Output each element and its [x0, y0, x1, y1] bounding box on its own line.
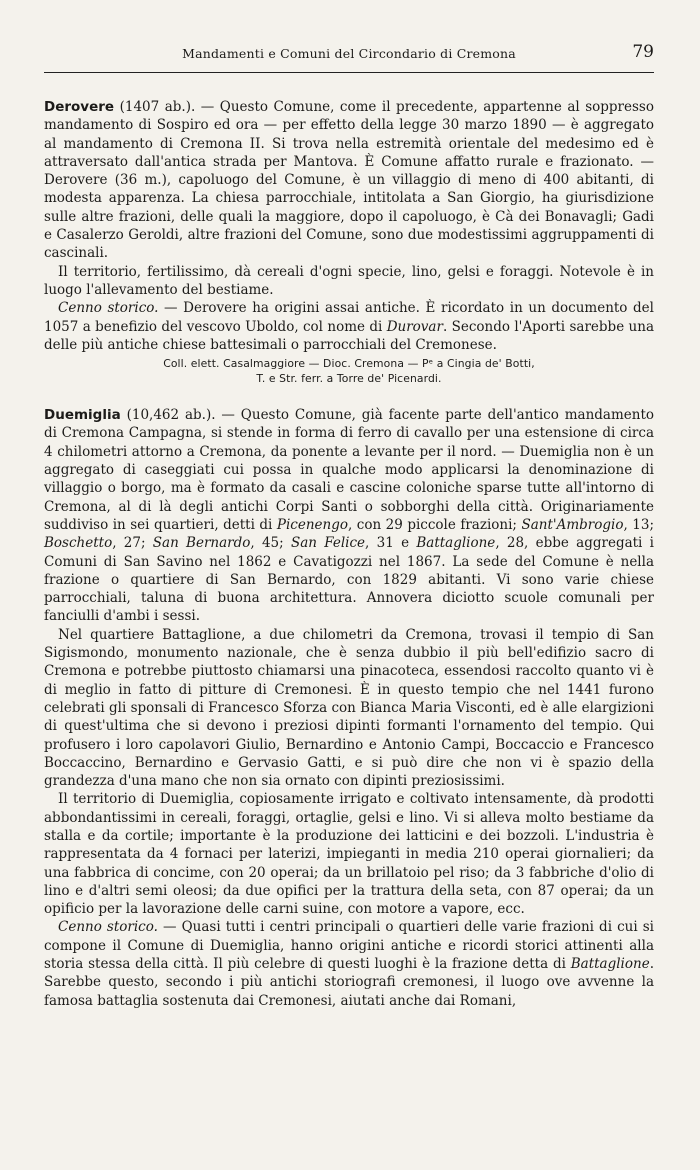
quartiere-boschetto: Boschetto — [44, 535, 113, 552]
entry-name-duemiglia: Duemiglia — [44, 407, 121, 424]
duemiglia-text-1g: , 28, ebbe aggregati i Comuni di San Savino nel 1862 e Cavatigozzi nel 1867. La sede del Comune è nella frazione o quartiere di San Bernardo, con 1829 abitanti. Vi sono varie chiese parrocchiali, taluna di buona architettura. Annovera diciotto scuole comunali per fanciulli d'ambi i sessi. — [44, 535, 654, 625]
duemiglia-text-1f: , 31 e — [365, 535, 417, 552]
derovere-paragraph-2: Il territorio, fertilissimo, dà cereali d'ogni specie, lino, gelsi e foraggi. Notevole è in luogo l'allevamento del bestiame. — [44, 263, 654, 298]
duemiglia-paragraph-1 — [44, 406, 654, 626]
derovere-paragraph-1 — [44, 98, 654, 263]
derovere-text-3b: . Secondo l'Aporti sarebbe una delle più antiche chiese battesimali o parrocchiali del Cremonese. — [44, 318, 654, 353]
duemiglia-text-1e: , 45; — [250, 535, 291, 552]
battaglione-name: Battaglione — [570, 956, 650, 973]
duemiglia-text-1c: , 13; — [623, 516, 655, 533]
derovere-coll-info — [44, 356, 654, 386]
derovere-text-3a: — Derovere ha origini assai antiche. È ricordato in un documento del 1057 a benefizio del vescovo Uboldo, col nome di — [44, 300, 654, 335]
quartiere-san-felice: San Felice — [290, 535, 366, 552]
cenno-storico-label: Cenno storico. — [58, 300, 159, 317]
entry-gap — [44, 386, 654, 406]
quartiere-picenengo: Picenengo — [276, 516, 348, 533]
derovere-text-1: (1407 ab.). — Questo Comune, come il precedente, appartenne al soppresso mandamento di Sospiro ed ora — per effetto della legge 30 marzo 1890 — è aggregato al mandamento di Cremona II. Si trova nella estremità orientale del medesimo ed è attraversato dall'antica strada per Mantova. È Comune affatto rurale e frazionato. — Derovere (36 m.), capoluogo del Comune, è un villaggio di meno di 400 abitanti, di modesta apparenza. La chiesa parrocchiale, intitolata a San Giorgio, ha giurisdizione sulle altre frazioni, delle quali la maggiore, dopo il capoluogo, è Cà dei Bonavagli; Gadi e Casalerzo Geroldi, altre frazioni del Comune, sono due modestissimi aggruppamenti di cascinali. — [44, 99, 654, 262]
duemiglia-paragraph-4 — [44, 918, 654, 1009]
duemiglia-text-1b: , con 29 piccole frazioni; — [347, 516, 522, 533]
duemiglia-text-1d: , 27; — [112, 535, 153, 552]
duemiglia-paragraph-3: Il territorio di Duemiglia, copiosamente irrigato e coltivato intensamente, dà prodotti abbondantissimi in cereali, foraggi, ortaglie, gelsi e lino. Vi si alleva molto bestiame da stalla e da cortile; importante è la produzione dei latticini e dei bozzoli. L'industria è rappresentata da 4 fornaci per laterizi, impieganti in media 210 operai giornalieri; da una fabbrica di concime, con 20 operai; da un brillatoio pel riso; da 3 fabbriche d'olio di lino e d'altri semi oleosi; da due opifici per la trattura della seta, con 87 operai; da un opificio per la lavorazione delle carni suine, con motore a vapore, ecc. — [44, 791, 654, 918]
quartiere-santambrogio: Sant'Ambrogio — [521, 516, 624, 533]
duemiglia-paragraph-2: Nel quartiere Battaglione, a due chilometri da Cremona, trovasi il tempio di San Sigismondo, monumento nazionale, che è senza dubbio il più bell'edifizio sacro di Cremona e potrebbe piuttosto chiamarsi una pinacoteca, essendosi raccolto quanto vi è di meglio in fatto di pitture di Cremonesi. È in questo tempio che nel 1441 furono celebrati gli sponsali di Francesco Sforza con Bianca Maria Visconti, ed è alle elargizioni di quest'ultima che si devono i preziosi dipinti formanti l'ornamento del tempio. Qui profusero i loro capolavori Giulio, Bernardino e Antonio Campi, Boccaccio e Francesco Boccaccino, Bernardino e Gervasio Gatti, e si può dire che non vi è spazio della grandezza d'una mano che non sia ornato con dipinti preziosissimi. — [44, 626, 654, 790]
page-header — [44, 0, 654, 74]
quartiere-battaglione: Battaglione — [416, 535, 496, 552]
derovere-paragraph-3 — [44, 299, 654, 354]
coll-line-2: T. e Str. ferr. a Torre de' Picenardi. — [256, 372, 442, 386]
durovar-name: Durovar — [386, 318, 443, 335]
running-title: Mandamenti e Comuni del Circondario di Cremona — [182, 46, 516, 61]
duemiglia-text-4a: — Quasi tutti i centri principali o quartieri delle varie frazioni di cui si compone il Comune di Duemiglia, hanno origini antiche e ricordi storici attinenti alla storia stessa della città. Il più celebre di questi luoghi è la frazione detta di — [44, 919, 655, 973]
duemiglia-text-4b: . Sarebbe questo, secondo i più antichi storiografi cremonesi, il luogo ove avvenne la famosa battaglia sostenuta dai Cremonesi, aiutati anche dai Romani, — [44, 956, 654, 1009]
cenno-storico-label-2: Cenno storico. — [58, 919, 158, 936]
quartiere-san-bernardo: San Bernardo — [152, 535, 251, 552]
header-rule — [44, 72, 654, 73]
page-body — [44, 74, 654, 1010]
entry-name-derovere: Derovere — [44, 99, 115, 115]
page-number: 79 — [632, 42, 654, 62]
coll-line-1: Coll. elett. Casalmaggiore — Dioc. Cremona — Pᵉ a Cingia de' Botti, — [163, 357, 535, 371]
duemiglia-text-1a: (10,462 ab.). — Questo Comune, già facente parte dell'antico mandamento di Cremona Campagna, si stende in forma di ferro di cavallo per una estensione di circa 4 chilometri attorno a Cremona, da ponente a levante per il nord. — Duemiglia non è un aggregato di caseggiati cui possa in qualche modo applicarsi la denominazione di villaggio o borgo, ma è formato da casali e cascine coloniche sparse tutte all'intorno di Cremona, al di là degli antichi Corpi Santi o sobborghi della città. Originariamente suddiviso in sei quartieri, detti di — [44, 407, 654, 533]
